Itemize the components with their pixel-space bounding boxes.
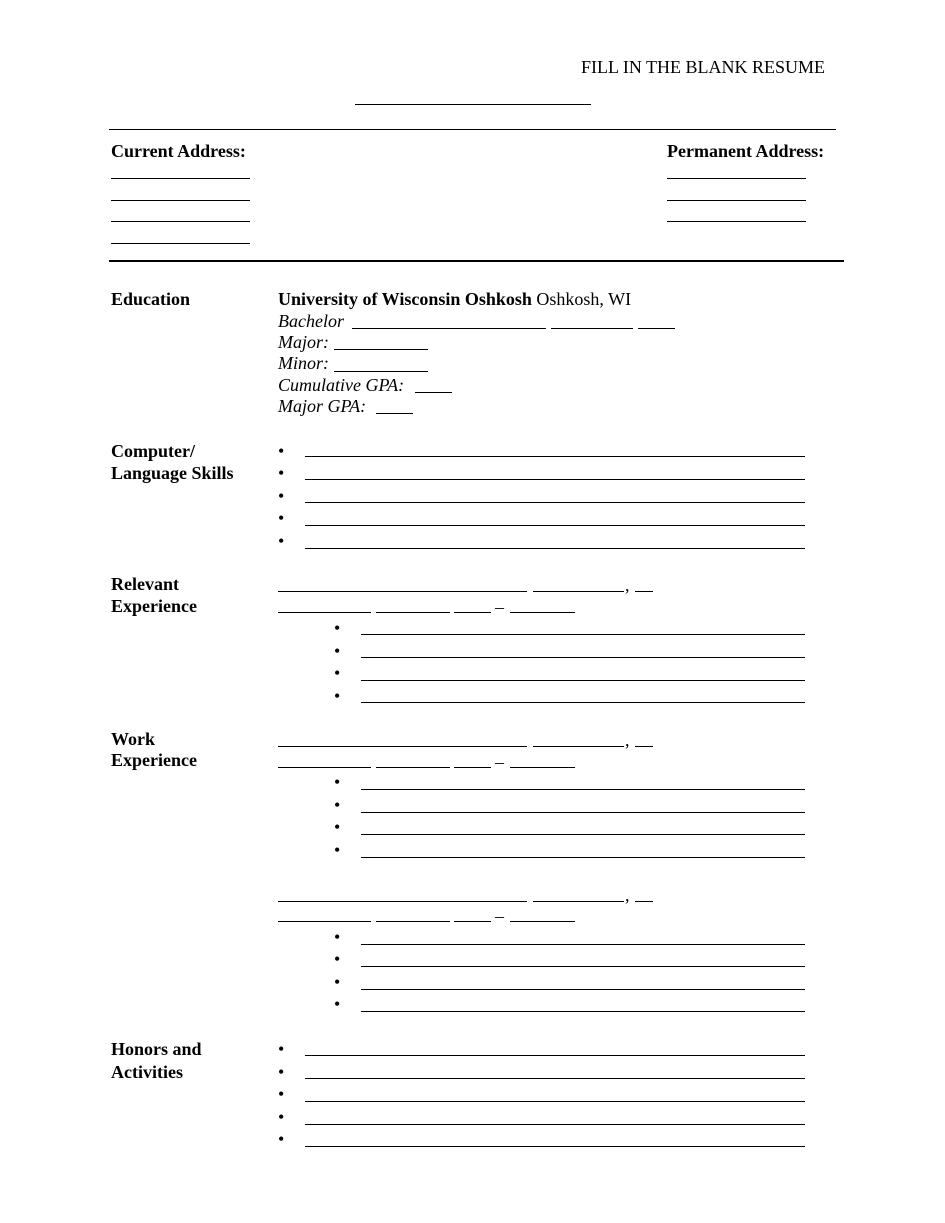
current-address-line-4[interactable] xyxy=(111,243,250,244)
minor-blank[interactable] xyxy=(334,371,428,372)
start-year-blank[interactable] xyxy=(454,767,491,768)
school-location: Oshkosh, WI xyxy=(536,289,632,309)
end-date-blank[interactable] xyxy=(510,921,575,922)
bullet-icon: • xyxy=(278,508,285,528)
work-duty-2[interactable] xyxy=(361,966,805,967)
title-blank[interactable] xyxy=(278,612,371,613)
permanent-address-label: Permanent Address: xyxy=(667,141,825,161)
work-duty-2[interactable] xyxy=(361,812,805,813)
work-duty-4[interactable] xyxy=(361,1011,805,1012)
skills-label-line-2: Language Skills xyxy=(111,463,234,483)
resume-title: FILL IN THE BLANK RESUME xyxy=(581,57,825,77)
degree-blank-3[interactable] xyxy=(638,328,675,329)
education-label: Education xyxy=(111,289,191,309)
city-blank[interactable] xyxy=(533,901,624,902)
comma: , xyxy=(625,885,630,905)
skills-line-1[interactable] xyxy=(305,456,805,457)
current-address-line-3[interactable] xyxy=(111,221,250,222)
honors-label-line-1: Honors and xyxy=(111,1039,202,1059)
name-blank[interactable] xyxy=(355,104,591,105)
degree-blank-2[interactable] xyxy=(551,328,633,329)
title-blank[interactable] xyxy=(278,767,371,768)
bullet-icon: • xyxy=(334,618,341,638)
cumulative-gpa-blank[interactable] xyxy=(415,392,452,393)
current-address-line-1[interactable] xyxy=(111,178,250,179)
skills-line-5[interactable] xyxy=(305,548,805,549)
relevant-duty-4[interactable] xyxy=(361,702,805,703)
employer-blank[interactable] xyxy=(278,591,527,592)
bullet-icon: • xyxy=(334,686,341,706)
work-duty-1[interactable] xyxy=(361,944,805,945)
state-blank[interactable] xyxy=(635,746,653,747)
degree-blank-1[interactable] xyxy=(352,328,546,329)
date-dash: – xyxy=(495,752,504,772)
start-month-blank[interactable] xyxy=(376,921,450,922)
bullet-icon: • xyxy=(334,795,341,815)
relevant-duty-1[interactable] xyxy=(361,634,805,635)
end-date-blank[interactable] xyxy=(510,767,575,768)
work-duty-1[interactable] xyxy=(361,789,805,790)
end-date-blank[interactable] xyxy=(510,612,575,613)
education-school-line xyxy=(278,288,631,310)
bullet-icon: • xyxy=(334,641,341,661)
current-address-line-2[interactable] xyxy=(111,200,250,201)
honors-line-1[interactable] xyxy=(305,1055,805,1056)
bullet-icon: • xyxy=(278,1084,285,1104)
current-address-label: Current Address: xyxy=(111,141,246,161)
relevant-duty-3[interactable] xyxy=(361,680,805,681)
skills-line-2[interactable] xyxy=(305,479,805,480)
work-label-line-2: Experience xyxy=(111,750,197,770)
employer-blank[interactable] xyxy=(278,746,527,747)
bullet-icon: • xyxy=(334,994,341,1014)
honors-line-2[interactable] xyxy=(305,1078,805,1079)
permanent-address-line-2[interactable] xyxy=(667,200,806,201)
major-blank[interactable] xyxy=(334,349,428,350)
bullet-icon: • xyxy=(278,1039,285,1059)
work-label-line-1: Work xyxy=(111,729,156,749)
date-dash: – xyxy=(495,906,504,926)
work-duty-4[interactable] xyxy=(361,857,805,858)
date-dash: – xyxy=(495,597,504,617)
degree-label: Bachelor xyxy=(278,311,344,331)
honors-line-5[interactable] xyxy=(305,1146,805,1147)
permanent-address-line-1[interactable] xyxy=(667,178,806,179)
state-blank[interactable] xyxy=(635,591,653,592)
city-blank[interactable] xyxy=(533,591,624,592)
work-duty-3[interactable] xyxy=(361,989,805,990)
bullet-icon: • xyxy=(278,486,285,506)
bullet-icon: • xyxy=(278,1062,285,1082)
major-gpa-label: Major GPA: xyxy=(278,396,367,416)
relevant-label-line-1: Relevant xyxy=(111,574,179,594)
skills-label-line-1: Computer/ xyxy=(111,441,195,461)
relevant-label-line-2: Experience xyxy=(111,596,197,616)
comma: , xyxy=(625,730,630,750)
skills-line-4[interactable] xyxy=(305,525,805,526)
title-blank[interactable] xyxy=(278,921,371,922)
cumulative-gpa-label: Cumulative GPA: xyxy=(278,375,405,395)
start-month-blank[interactable] xyxy=(376,767,450,768)
honors-line-4[interactable] xyxy=(305,1124,805,1125)
bullet-icon: • xyxy=(334,772,341,792)
minor-label: Minor: xyxy=(278,353,329,373)
bullet-icon: • xyxy=(278,463,285,483)
bullet-icon: • xyxy=(334,663,341,683)
major-label: Major: xyxy=(278,332,329,352)
school-name: University of Wisconsin Oshkosh xyxy=(278,289,532,309)
bullet-icon: • xyxy=(278,1129,285,1149)
bullet-icon: • xyxy=(278,531,285,551)
major-gpa-blank[interactable] xyxy=(376,413,413,414)
address-divider xyxy=(109,260,844,262)
city-blank[interactable] xyxy=(533,746,624,747)
relevant-duty-2[interactable] xyxy=(361,657,805,658)
bullet-icon: • xyxy=(278,1107,285,1127)
skills-line-3[interactable] xyxy=(305,502,805,503)
start-year-blank[interactable] xyxy=(454,612,491,613)
bullet-icon: • xyxy=(334,972,341,992)
comma: , xyxy=(625,575,630,595)
bullet-icon: • xyxy=(278,441,285,461)
bullet-icon: • xyxy=(334,840,341,860)
employer-blank[interactable] xyxy=(278,901,527,902)
bullet-icon: • xyxy=(334,927,341,947)
header-divider xyxy=(109,129,836,130)
state-blank[interactable] xyxy=(635,901,653,902)
honors-line-3[interactable] xyxy=(305,1101,805,1102)
start-year-blank[interactable] xyxy=(454,921,491,922)
work-duty-3[interactable] xyxy=(361,834,805,835)
bullet-icon: • xyxy=(334,817,341,837)
start-month-blank[interactable] xyxy=(376,612,450,613)
bullet-icon: • xyxy=(334,949,341,969)
permanent-address-line-3[interactable] xyxy=(667,221,806,222)
honors-label-line-2: Activities xyxy=(111,1062,183,1082)
